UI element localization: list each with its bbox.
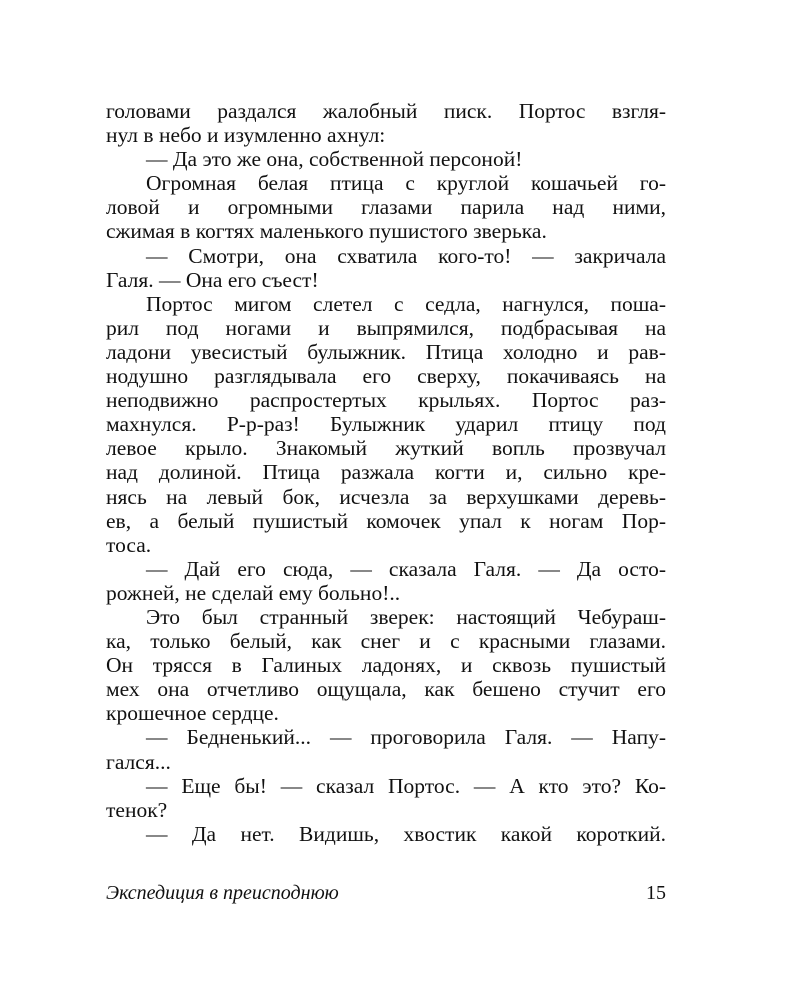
text-line: — Еще бы! — сказал Портос. — А кто это? Ко-	[146, 773, 666, 798]
text-line: ев, а белый пушистый комочек упал к ногам Пор-	[106, 508, 666, 533]
text-line: головами раздался жалобный писк. Портос взгля-	[106, 99, 666, 123]
text-line: нодушно разглядывала его сверху, покачиваясь на	[106, 364, 666, 389]
text-line: левое крыло. Знакомый жуткий вопль прозвучал	[106, 436, 666, 461]
text-line: Галя. — Она его съест!	[106, 267, 319, 292]
body-text	[106, 99, 666, 846]
text-line: тоса.	[106, 532, 152, 557]
text-line: нул в небо и изумленно ахнул:	[106, 123, 386, 148]
text-line: рожней, не сделай ему больно!..	[106, 580, 401, 605]
text-line: Это был странный зверек: настоящий Чебураш-	[146, 604, 666, 629]
text-line: ка, только белый, как снег и с красными глазами.	[106, 629, 666, 654]
text-line: мех она отчетливо ощущала, как бешено стучит его	[106, 677, 666, 702]
running-title: Экспедиция в преисподнюю	[106, 882, 339, 904]
text-line: — Да нет. Видишь, хвостик какой короткий.	[146, 821, 666, 846]
text-line: — Дай его сюда, — сказала Галя. — Да осто-	[146, 556, 666, 581]
page-footer	[106, 882, 666, 910]
text-line: гался...	[106, 749, 171, 774]
text-line: над долиной. Птица разжала когти и, сильно кре-	[106, 460, 666, 485]
text-line: Огромная белая птица с круглой кошачьей го-	[146, 171, 666, 196]
text-line: нясь на левый бок, исчезла за верхушками деревь-	[106, 484, 666, 509]
text-line: крошечное сердце.	[106, 701, 279, 726]
text-line: сжимая в когтях маленького пушистого зверька.	[106, 219, 547, 244]
text-line: — Бедненький... — проговорила Галя. — Напу-	[146, 725, 666, 750]
text-line: Он трясся в Галиных ладонях, и сквозь пушистый	[106, 653, 666, 678]
text-line: — Смотри, она схватила кого-то! — закричала	[146, 243, 666, 268]
text-line: ладони увесистый булыжник. Птица холодно и рав-	[106, 339, 666, 364]
text-line: тенок?	[106, 797, 168, 822]
text-line: ловой и огромными глазами парила над ними,	[106, 195, 666, 220]
page-number: 15	[646, 882, 666, 904]
text-line: неподвижно распростертых крыльях. Портос раз-	[106, 388, 666, 413]
text-line: — Да это же она, собственной персоной!	[146, 147, 523, 172]
text-line: махнулся. Р-р-раз! Булыжник ударил птицу под	[106, 412, 666, 437]
text-line: Портос мигом слетел с седла, нагнулся, поша-	[146, 291, 666, 316]
text-line: рил под ногами и выпрямился, подбрасывая на	[106, 315, 666, 340]
